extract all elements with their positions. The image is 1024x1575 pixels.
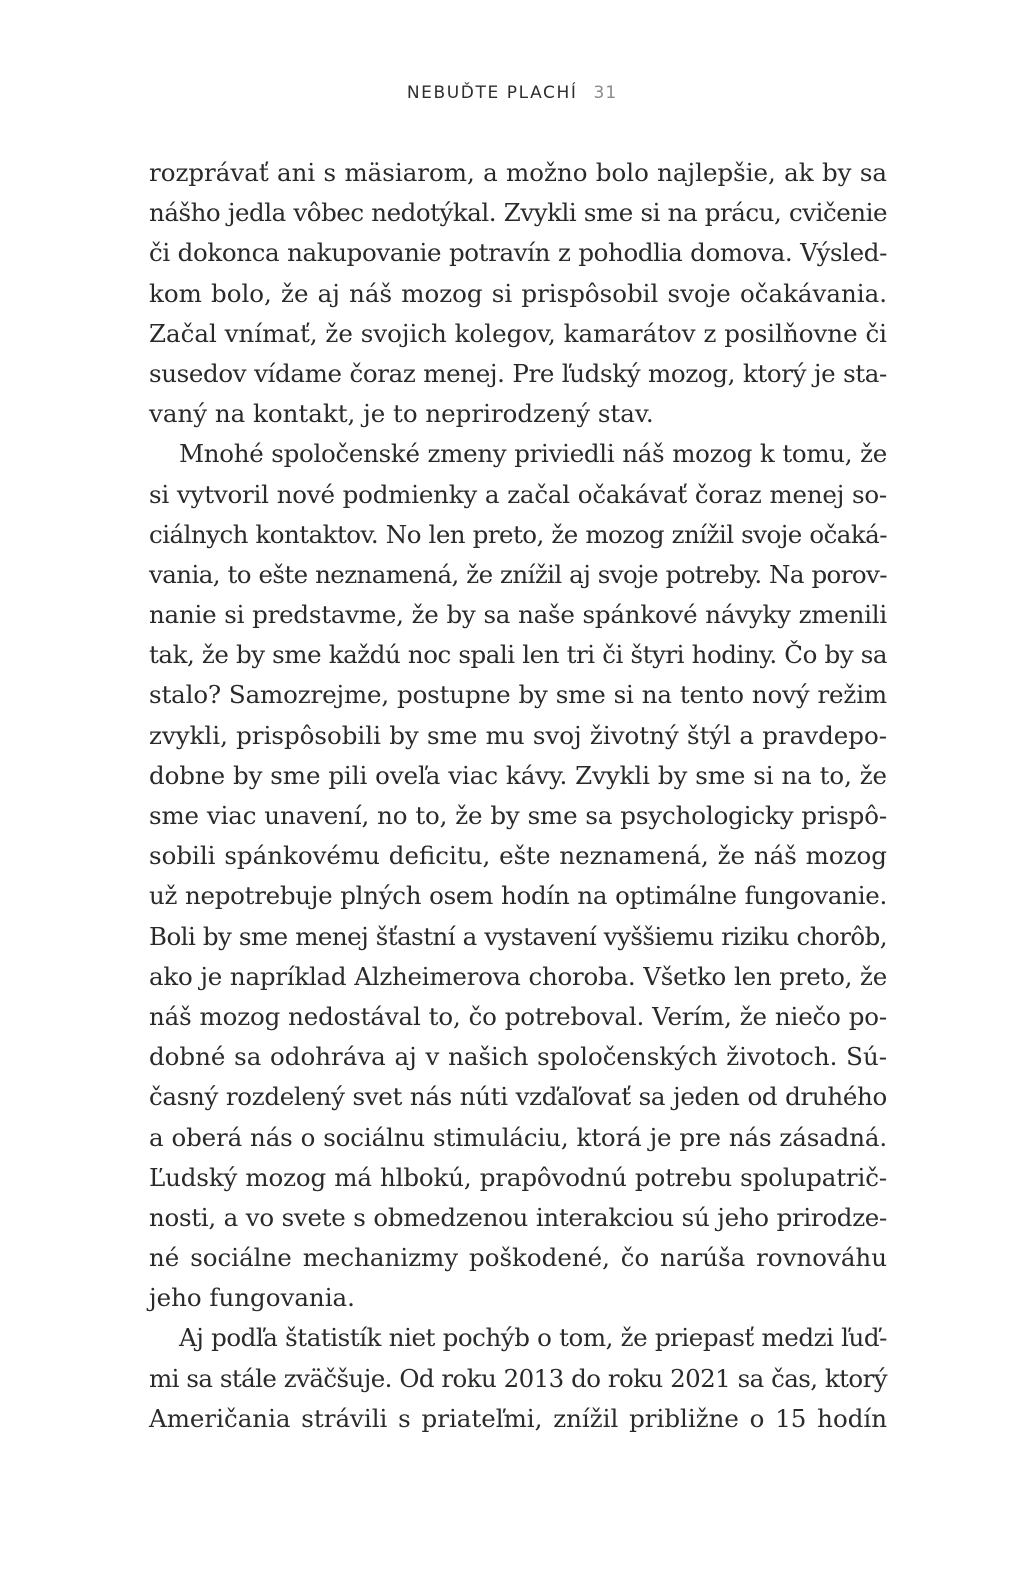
text-line: sobili spánkovému deficitu, ešte neznamená, že náš mozog	[149, 841, 887, 871]
text-line: kom bolo, že aj náš mozog si prispôsobil svoje očakávania.	[149, 278, 887, 308]
paragraph-2	[149, 434, 887, 1318]
text-line: Ľudský mozog má hlbokú, prapôvodnú potrebu spolupatrič-	[149, 1162, 887, 1192]
text-line: rozprávať ani s mäsiarom, a možno bolo najlepšie, ak by sa	[149, 158, 887, 187]
text-line: ako je napríklad Alzheimerova choroba. Všetko len preto, že	[149, 961, 887, 991]
text-line: jeho fungovania.	[149, 1283, 355, 1313]
text-line: Američania strávili s priateľmi, znížil približne o 15 hodín	[149, 1403, 887, 1433]
text-line: tak, že by sme každú noc spali len tri či štyri hodiny. Čo by sa	[149, 640, 887, 670]
text-line: nanie si predstavme, že by sa naše spánkové návyky zmenili	[149, 600, 887, 630]
body-text	[149, 153, 887, 1439]
text-line: ciálnych kontaktov. No len preto, že mozog znížil svoje očaká-	[149, 519, 887, 549]
text-line: vaný na kontakt, je to neprirodzený stav.	[149, 399, 654, 429]
text-line: Aj podľa štatistík niet pochýb o tom, že priepasť medzi ľuď-	[179, 1323, 887, 1353]
running-head	[0, 83, 1024, 103]
text-line: zvykli, prispôsobili by sme mu svoj životný štýl a pravdepo-	[149, 720, 887, 750]
text-line: dobne by sme pili oveľa viac kávy. Zvykli by sme si na to, že	[149, 760, 887, 790]
text-line: mi sa stále zväčšuje. Od roku 2013 do roku 2021 sa čas, ktorý	[149, 1363, 887, 1393]
text-line: dobné sa odohráva aj v našich spoločenských životoch. Sú-	[149, 1042, 887, 1072]
text-line: sme viac unavení, no to, že by sme sa psychologicky prispô-	[149, 801, 887, 830]
paragraph-1	[149, 153, 887, 434]
chapter-title: NEBUĎTE PLACHÍ	[406, 83, 578, 103]
text-line: či dokonca nakupovanie potravín z pohodlia domova. Výsled-	[149, 238, 887, 268]
text-line: nosti, a vo svete s obmedzenou interakciou sú jeho prirodze-	[149, 1202, 887, 1232]
text-line: časný rozdelený svet nás núti vzďaľovať sa jeden od druhého	[149, 1082, 887, 1112]
text-line: a oberá nás o sociálnu stimuláciu, ktorá je pre nás zásadná.	[149, 1122, 887, 1152]
text-line: Mnohé spoločenské zmeny priviedli náš mozog k tomu, že	[179, 439, 887, 469]
text-line: Začal vnímať, že svojich kolegov, kamarátov z posilňovne či	[149, 318, 887, 348]
text-line: susedov vídame čoraz menej. Pre ľudský mozog, ktorý je sta-	[149, 358, 887, 388]
text-line: vania, to ešte neznamená, že znížil aj svoje potreby. Na porov-	[149, 559, 887, 589]
text-line: si vytvoril nové podmienky a začal očakávať čoraz menej so-	[149, 479, 887, 509]
text-line: né sociálne mechanizmy poškodené, čo narúša rovnováhu	[149, 1243, 887, 1273]
text-line: už nepotrebuje plných osem hodín na optimálne fungovanie.	[149, 881, 887, 911]
paragraph-3	[149, 1318, 887, 1439]
page-number: 31	[593, 83, 618, 103]
text-line: náš mozog nedostával to, čo potreboval. Verím, že niečo po-	[149, 1001, 887, 1031]
text-line: Boli by sme menej šťastní a vystavení vyššiemu riziku chorôb,	[149, 921, 887, 951]
text-line: nášho jedla vôbec nedotýkal. Zvykli sme si na prácu, cvičenie	[149, 198, 887, 228]
text-line: stalo? Samozrejme, postupne by sme si na tento nový režim	[149, 680, 887, 710]
